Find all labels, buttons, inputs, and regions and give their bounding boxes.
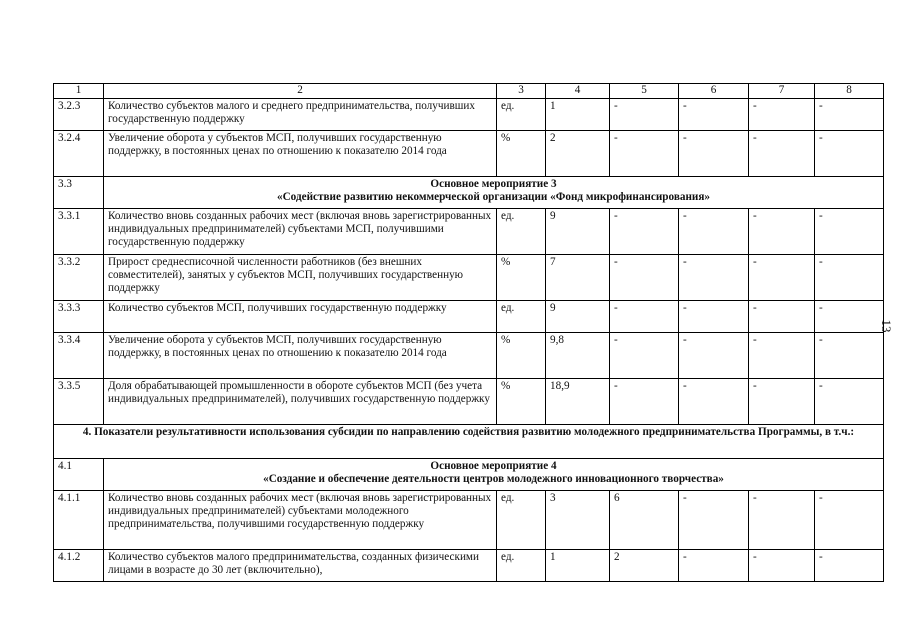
- table-row: [54, 99, 884, 131]
- value-cell: 9: [546, 209, 610, 255]
- value-cell: 18,9: [546, 379, 610, 425]
- part-heading: 4. Показатели результативности использования субсидии по направлению содействия развитию молодежного предпринимательства Программы, в т.ч.:: [54, 425, 884, 459]
- value-cell: 9: [546, 301, 610, 333]
- header-cell-8: 8: [815, 84, 884, 99]
- table-row: [54, 379, 884, 425]
- row-id: 3.3.1: [54, 209, 104, 255]
- indicator-name: Количество вновь созданных рабочих мест (включая вновь зарегистрированных индивидуальных предпринимателей) субъектами молодежного предпринимательства, получившими государственную поддержку: [104, 491, 497, 550]
- value-cell: 7: [546, 255, 610, 301]
- row-id: 4.1.1: [54, 491, 104, 550]
- value-cell: -: [610, 131, 679, 177]
- value-cell: 2: [546, 131, 610, 177]
- value-cell: 6: [610, 491, 679, 550]
- header-cell-3: 3: [497, 84, 546, 99]
- unit-cell: ед.: [497, 99, 546, 131]
- value-cell: -: [679, 99, 749, 131]
- value-cell: 2: [610, 550, 679, 582]
- value-cell: -: [610, 379, 679, 425]
- indicator-name: Увеличение оборота у субъектов МСП, получивших государственную поддержку, в постоянных ценах по отношению к показателю 2014 года: [104, 131, 497, 177]
- value-cell: -: [679, 131, 749, 177]
- value-cell: -: [610, 301, 679, 333]
- section-title-line1: Основное мероприятие 4: [430, 460, 557, 472]
- value-cell: -: [749, 99, 815, 131]
- value-cell: -: [679, 550, 749, 582]
- unit-cell: ед.: [497, 550, 546, 582]
- value-cell: -: [749, 491, 815, 550]
- value-cell: -: [679, 333, 749, 379]
- value-cell: -: [815, 491, 884, 550]
- value-cell: -: [610, 333, 679, 379]
- unit-cell: %: [497, 333, 546, 379]
- value-cell: -: [815, 379, 884, 425]
- value-cell: 1: [546, 99, 610, 131]
- page-number: 13: [879, 319, 894, 333]
- value-cell: -: [815, 131, 884, 177]
- table-row: [54, 301, 884, 333]
- unit-cell: %: [497, 255, 546, 301]
- header-cell-2: 2: [104, 84, 497, 99]
- indicator-name: Количество субъектов малого и среднего предпринимательства, получивших государственную поддержку: [104, 99, 497, 131]
- value-cell: -: [815, 333, 884, 379]
- row-id: 3.3.5: [54, 379, 104, 425]
- value-cell: -: [679, 379, 749, 425]
- row-id: 3.3.4: [54, 333, 104, 379]
- table-row: [54, 333, 884, 379]
- table-row: [54, 550, 884, 582]
- value-cell: 1: [546, 550, 610, 582]
- header-cell-4: 4: [546, 84, 610, 99]
- indicator-name: Количество субъектов МСП, получивших государственную поддержку: [104, 301, 497, 333]
- value-cell: 9,8: [546, 333, 610, 379]
- value-cell: -: [815, 209, 884, 255]
- section-title: [104, 459, 884, 491]
- value-cell: -: [749, 209, 815, 255]
- value-cell: -: [749, 301, 815, 333]
- header-cell-6: 6: [679, 84, 749, 99]
- indicator-name: Прирост среднесписочной численности работников (без внешних совместителей), занятых у субъектов МСП, получивших государственную поддержку: [104, 255, 497, 301]
- unit-cell: ед.: [497, 209, 546, 255]
- section-row: [54, 459, 884, 491]
- value-cell: -: [610, 209, 679, 255]
- row-id: 4.1.2: [54, 550, 104, 582]
- value-cell: -: [749, 131, 815, 177]
- value-cell: -: [679, 301, 749, 333]
- row-id: 3.2.3: [54, 99, 104, 131]
- table-row: [54, 131, 884, 177]
- section-title-line2: «Создание и обеспечение деятельности центров молодежного инновационного творчества»: [263, 473, 724, 485]
- header-cell-5: 5: [610, 84, 679, 99]
- header-row: [54, 84, 884, 99]
- value-cell: -: [679, 491, 749, 550]
- row-id: 3.3.3: [54, 301, 104, 333]
- section-title: [104, 177, 884, 209]
- value-cell: -: [815, 301, 884, 333]
- value-cell: -: [815, 99, 884, 131]
- indicator-name: Количество вновь созданных рабочих мест (включая вновь зарегистрированных индивидуальных предпринимателей) субъектами МСП, получившими государственную поддержку: [104, 209, 497, 255]
- header-cell-1: 1: [54, 84, 104, 99]
- table-row: [54, 209, 884, 255]
- section-id: 3.3: [54, 177, 104, 209]
- section-title-line2: «Содействие развитию некоммерческой организации «Фонд микрофинансирования»: [277, 191, 710, 203]
- value-cell: -: [815, 255, 884, 301]
- indicators-table: [53, 83, 884, 582]
- row-id: 3.2.4: [54, 131, 104, 177]
- unit-cell: ед.: [497, 301, 546, 333]
- section-id: 4.1: [54, 459, 104, 491]
- unit-cell: %: [497, 379, 546, 425]
- header-cell-7: 7: [749, 84, 815, 99]
- value-cell: -: [749, 550, 815, 582]
- section-row: [54, 177, 884, 209]
- section-title-line1: Основное мероприятие 3: [430, 178, 557, 190]
- value-cell: -: [679, 209, 749, 255]
- value-cell: -: [749, 379, 815, 425]
- value-cell: -: [749, 255, 815, 301]
- part-heading-row: [54, 425, 884, 459]
- value-cell: -: [610, 255, 679, 301]
- row-id: 3.3.2: [54, 255, 104, 301]
- value-cell: -: [749, 333, 815, 379]
- value-cell: -: [610, 99, 679, 131]
- table-body: [54, 84, 884, 582]
- value-cell: 3: [546, 491, 610, 550]
- table-row: [54, 491, 884, 550]
- unit-cell: ед.: [497, 491, 546, 550]
- indicator-name: Увеличение оборота у субъектов МСП, получивших государственную поддержку, в постоянных ценах по отношению к показателю 2014 года: [104, 333, 497, 379]
- table-row: [54, 255, 884, 301]
- indicator-name: Доля обрабатывающей промышленности в обороте субъектов МСП (без учета индивидуальных предпринимателей), получивших государственную поддержку: [104, 379, 497, 425]
- indicator-name: Количество субъектов малого предпринимательства, созданных физическими лицами в возрасте до 30 лет (включительно),: [104, 550, 497, 582]
- value-cell: -: [815, 550, 884, 582]
- unit-cell: %: [497, 131, 546, 177]
- value-cell: -: [679, 255, 749, 301]
